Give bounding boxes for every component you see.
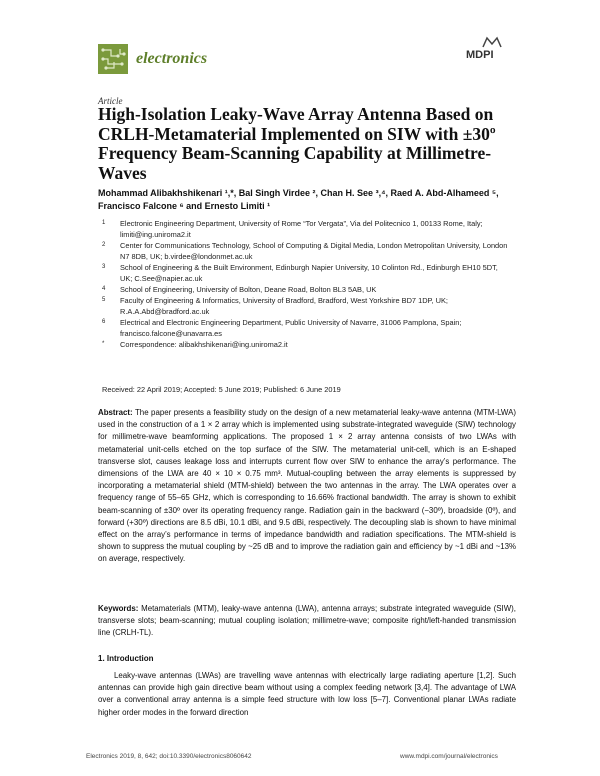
page-title: High-Isolation Leaky-Wave Array Antenna Based on CRLH-Metamaterial Implemented on SIW with ±30º Frequency Beam-Scanning Capability at Millimetre-Waves <box>98 104 496 183</box>
affiliation-text[interactable]: Electrical and Electronic Engineering Department, Public University of Navarre, 31006 Pamplona, Spain; francisco.falcone@unavarra.es <box>120 318 462 338</box>
author-list: Mohammad Alibakhshikenari ¹,*, Bal Singh Virdee ², Chan H. See ³,⁴, Raed A. Abd-Alhameed ⁵, Francisco Falcone ⁶ and Ernesto Limiti ¹ <box>98 188 499 211</box>
introduction-paragraph: Leaky-wave antennas (LWAs) are travelling wave antennas with electrically large radiating aperture [1,2]. Such antennas can provide high gain directive beam without using a complex feeding network [3,4]. The advantage of LWA over a conventional array antenna is a simple feed structure with low loss [5–7]. Conventional planar LWAs radiate higher order modes in the forward direction <box>98 671 516 717</box>
correspondence-email[interactable]: Correspondence: alibakhshikenari@ing.uniroma2.it <box>120 340 288 349</box>
keywords-text: Metamaterials (MTM), leaky-wave antenna (LWA), antenna arrays; substrate integrated waveguide (SIW), transverse slots; beam-scanning; mutual coupling isolation; millimetre-wave; composite right/left-handed transmission line (CRLH-TL). <box>98 604 516 638</box>
affiliation-text[interactable]: Faculty of Engineering & Informatics, University of Bradford, Bradford, West Yorkshire BD7 1DP, UK; R.A.A.Abd@bradford.ac.uk <box>120 296 448 316</box>
affiliation-list <box>102 218 512 350</box>
circuit-board-icon <box>98 44 128 74</box>
footer-url[interactable]: www.mdpi.com/journal/electronics <box>400 753 498 760</box>
affiliation-text[interactable]: Center for Communications Technology, School of Computing & Digital Media, London Metropolitan University, London N7 8DB, UK; b.virdee@londonmet.ac.uk <box>120 241 508 261</box>
footer-citation: Electronics 2019, 8, 642; doi:10.3390/electronics8060642 <box>86 753 252 760</box>
publisher-logo: MDPI <box>466 49 494 61</box>
affiliation-item: 6 Electrical and Electronic Engineering Department, Public University of Navarre, 31006 Pamplona, Spain; francisco.falcone@unavarra.es <box>102 318 462 338</box>
article-type: Article <box>98 96 123 106</box>
affiliation-text[interactable]: Electronic Engineering Department, University of Rome “Tor Vergata”, Via del Politecnico 1, 00133 Rome, Italy; limiti@ing.uniroma2.it <box>120 219 483 239</box>
affiliation-item: 2 Center for Communications Technology, School of Computing & Digital Media, London Metropolitan University, London N7 8DB, UK; b.virdee@londonmet.ac.uk <box>102 241 508 261</box>
mdpi-logo-icon <box>481 36 503 48</box>
section-heading: 1. Introduction <box>98 654 154 663</box>
affiliation-text: School of Engineering, University of Bolton, Deane Road, Bolton BL3 5AB, UK <box>120 285 377 294</box>
journal-logo <box>98 44 128 74</box>
abstract-label: Abstract: <box>98 408 133 417</box>
affiliation-item: 1 Electronic Engineering Department, University of Rome “Tor Vergata”, Via del Politecnico 1, 00133 Rome, Italy; limiti@ing.uniroma2.it <box>102 219 483 239</box>
keywords-label: Keywords: <box>98 604 139 613</box>
journal-name: electronics <box>136 50 208 67</box>
affiliation-text[interactable]: School of Engineering & the Built Environment, Edinburgh Napier University, 10 Colinton Rd., Edinburgh EH10 5DT, UK; C.See@napier.ac.uk <box>120 263 498 283</box>
affiliation-item: 3 School of Engineering & the Built Environment, Edinburgh Napier University, 10 Colinton Rd., Edinburgh EH10 5DT, UK; C.See@napier.ac.uk <box>102 263 498 283</box>
correspondence: * Correspondence: alibakhshikenari@ing.uniroma2.it <box>102 340 288 349</box>
abstract-text: The paper presents a feasibility study on the design of a new metamaterial leaky-wave antenna (MTM-LWA) used in the construction of a 1 × 2 array which is implemented using substrate-integrated waveguide (SIW) technology for millimetre-wave beamforming applications. The proposed 1 × 2 array antenna consists of two LWAs with metamaterial unit-cells etched on the top surface of the SIW. The metamaterial unit-cell, which is an E-shaped transverse slot, causes leakage loss and interrupts current flow over SIW to enhance the array’s performance. The dimensions of the LWA are 40 × 10 × 0.75 mm³. Mutual-coupling between the array elements is suppressed by incorporating a metamaterial shield (MTM-shield) between the two antennas in the array. The LWA operates over a frequency range of 55–65 GHz, which is corresponding to 16.66% fractional bandwidth. The array is shown to exhibit beam-scanning of ±30º over its operating frequency range. Radiation gain in the backward (−30º), broadside (0º), and forward (+30º) directions are 8.5 dBi, 10.1 dBi, and 9.5 dBi, respectively. The decoupling slab is shown to have minimal effect on the array’s performance in terms of impedance bandwidth and radiation specifications. The MTM-shield is shown to suppress the mutual coupling by ~25 dB and to improve the radiation gain and efficiency by ~1 dBi and ~13% on average, respectively. <box>98 408 516 564</box>
affiliation-item: 5 Faculty of Engineering & Informatics, University of Bradford, Bradford, West Yorkshire BD7 1DP, UK; R.A.A.Abd@bradford.ac.uk <box>102 296 448 316</box>
affiliation-item: 4 School of Engineering, University of Bolton, Deane Road, Bolton BL3 5AB, UK <box>102 285 377 294</box>
abstract <box>98 407 516 566</box>
keywords <box>98 603 516 640</box>
publication-dates: Received: 22 April 2019; Accepted: 5 June 2019; Published: 6 June 2019 <box>102 385 341 394</box>
